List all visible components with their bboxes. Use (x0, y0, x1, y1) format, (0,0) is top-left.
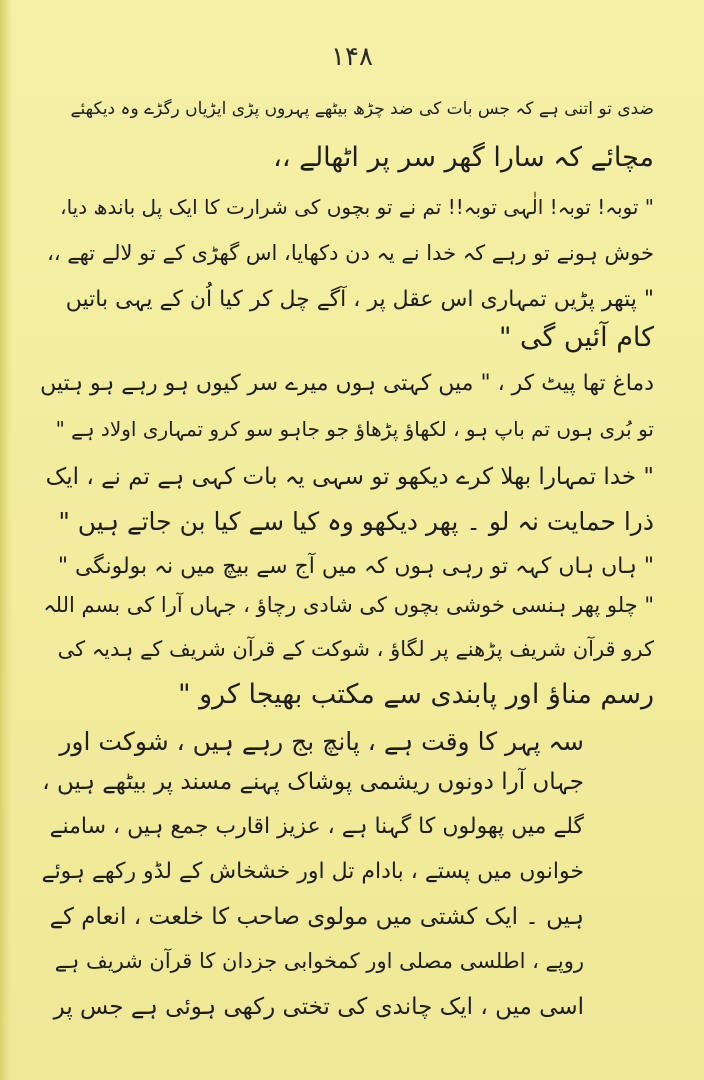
text-line-21: اسی میں ، ایک چاندی کی تختی رکھی ہوئی ہے جس پر (53, 994, 584, 1020)
text-line-15: سہ پہر کا وقت ہے ، پانچ بج رہے ہیں ، شوکت اور (59, 727, 584, 756)
text-line-12: " چلو پھر ہنسی خوشی بچوں کی شادی رچاؤ ، جہاں آرا کی بسم اللہ (43, 593, 654, 617)
text-line-13: کرو قرآن شریف پڑھنے پر لگاؤ ، شوکت کے قرآن شریف کے ہدیہ کی (57, 637, 654, 661)
text-line-9: " خدا تمہارا بھلا کرے دیکھو تو سہی یہ بات کہی ہے تم نے ، ایک (45, 464, 654, 490)
text-line-10: ذرا حمایت نہ لو ۔ پھر دیکھو وہ کیا سے کیا بن جاتے ہیں " (58, 507, 654, 536)
text-line-14: رسم مناؤ اور پابندی سے مکتب بھیجا کرو " (178, 679, 654, 710)
text-line-2: مچائے کہ سارا گھر سر پر اٹھالے ،، (273, 142, 654, 173)
text-line-17: گلے میں پھولوں کا گہنا ہے ، عزیز اقارب جمع ہیں ، سامنے (49, 814, 584, 839)
text-line-4: خوش ہونے تو رہے کہ خدا نے یہ دن دکھایا، اس گھڑی کے تو لالے تھے ،، (47, 241, 654, 265)
text-line-20: روپے ، اطلسی مصلی اور کمخوابی جزدان کا قرآن شریف ہے (54, 949, 584, 973)
text-line-3: " توبہ! توبہ! الٰہی توبہ!! تم نے تو بچوں کی شرارت کا ایک پل باندھ دیا، (60, 195, 654, 219)
page-number: ۱۴۸ (331, 42, 373, 72)
text-line-18: خوانوں میں پستے ، بادام تل اور خشخاش کے لڈو رکھے ہوئے (41, 859, 584, 884)
text-line-8: تو بُری ہوں تم باپ ہو ، لکھاؤ پڑھاؤ جو جاہو سو کرو تمہاری اولاد ہے " (55, 417, 654, 441)
text-line-7: دماغ تھا پیٹ کر ، " میں کہتی ہوں میرے سر کیوں ہو رہے ہو ہتیں (40, 371, 654, 396)
text-line-19: ہیں ۔ ایک کشتی میں مولوی صاحب کا خلعت ، انعام کے (49, 904, 584, 930)
page-binding-edge (0, 0, 12, 1080)
text-line-5: " پتھر پڑیں تمہاری اس عقل پر ، آگے چل کر کیا اُن کے یہی باتیں (65, 287, 654, 312)
text-line-6: کام آئیں گی " (498, 322, 654, 353)
text-line-16: جہاں آرا دونوں ریشمی پوشاک پہنے مسند پر بیٹھے ہیں ، (42, 769, 584, 795)
text-line-11: " ہاں ہاں کہہ تو رہی ہوں کہ میں آج سے بیچ میں نہ بولونگی " (57, 554, 654, 579)
text-line-1: ضدی تو اتنی ہے کہ جس بات کی ضد چڑھ بیٹھے پہروں پڑی ایڑیاں رگڑے وہ دیکھئے (70, 99, 654, 119)
